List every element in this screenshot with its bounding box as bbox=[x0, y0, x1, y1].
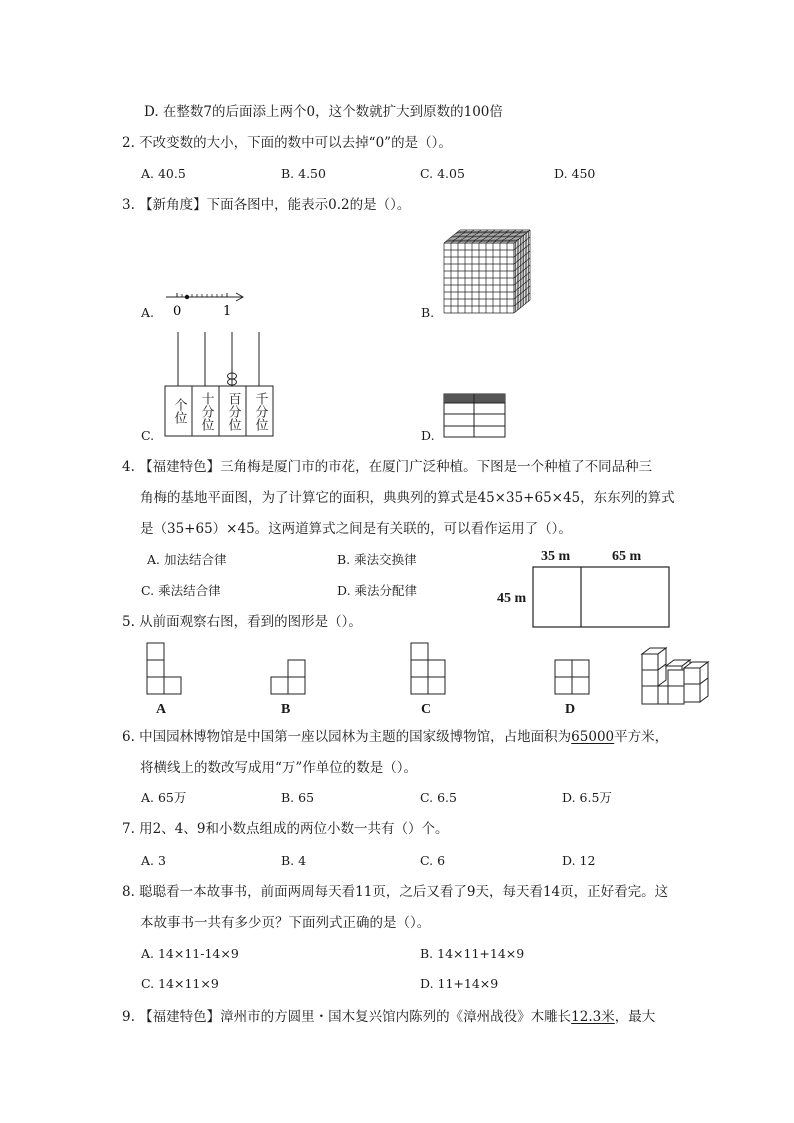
q6-line2: 将横线上的数改写成用“万”作单位的数是（）。 bbox=[140, 760, 418, 776]
q3-label-a[interactable]: A. bbox=[141, 305, 155, 320]
q6-line1 bbox=[122, 731, 668, 745]
q3-stem: 3. 【新角度】下面各图中，能表示0.2的是（）。 bbox=[122, 197, 411, 213]
q4-option-b[interactable]: B. 乘法交换律 bbox=[337, 552, 417, 567]
q6-option-d[interactable]: D. 6.5万 bbox=[562, 790, 612, 805]
dim-label-height: 45 m bbox=[497, 591, 527, 606]
q8-line2: 本故事书一共有多少页？下面列式正确的是（）。 bbox=[140, 915, 431, 931]
q9-line1-text-b: ，最大 bbox=[614, 1009, 656, 1025]
tick-label-0: 0 bbox=[173, 304, 182, 319]
q3-label-b[interactable]: B. bbox=[421, 305, 435, 320]
q2-option-b[interactable]: B. 4.50 bbox=[281, 166, 326, 181]
view-option-a-figure bbox=[146, 642, 184, 696]
place-label-ones: 个位 bbox=[171, 398, 187, 424]
q3-label-c[interactable]: C. bbox=[141, 428, 155, 443]
q3-label-d[interactable]: D. bbox=[421, 428, 435, 443]
q6-option-b[interactable]: B. 65 bbox=[281, 790, 315, 805]
view-option-c-figure bbox=[410, 642, 448, 696]
q2-option-a[interactable]: A. 40.5 bbox=[141, 166, 186, 181]
q6-underlined-number: 65000 bbox=[571, 729, 615, 745]
q7-option-d[interactable]: D. 12 bbox=[562, 853, 596, 868]
q5-stem: 5. 从前面观察右图，看到的图形是（）。 bbox=[122, 614, 362, 630]
place-label-tenths: 十分位 bbox=[198, 391, 214, 431]
q2-option-d[interactable]: D. 450 bbox=[554, 166, 596, 181]
q6-line1-text-a: 6. 中国园林博物馆是中国第一座以园林为主题的国家级博物馆，占地面积为 bbox=[122, 729, 572, 745]
tick-label-1: 1 bbox=[223, 304, 232, 319]
q8-option-b[interactable]: B. 14×11+14×9 bbox=[420, 946, 525, 961]
q6-line1-text-b: 平方米， bbox=[614, 729, 669, 745]
dim-label-left-width: 35 m bbox=[541, 549, 571, 564]
isometric-cube-stack-figure bbox=[640, 646, 720, 708]
q6-option-a[interactable]: A. 65万 bbox=[141, 790, 187, 805]
place-label-thousandths: 千分位 bbox=[252, 391, 268, 431]
view-option-d-figure bbox=[554, 659, 592, 696]
q6-option-c[interactable]: C. 6.5 bbox=[420, 790, 457, 805]
q9-line1 bbox=[122, 1011, 655, 1025]
q7-option-a[interactable]: A. 3 bbox=[141, 853, 166, 868]
q7-option-c[interactable]: C. 6 bbox=[420, 853, 446, 868]
q4-line2: 角梅的基地平面图，为了计算它的面积，典典列的算式是45×35+65×45，东东列的算式 bbox=[140, 490, 675, 506]
dim-label-right-width: 65 m bbox=[612, 549, 642, 564]
q4-line1: 4. 【福建特色】三角梅是厦门市的市花，在厦门广泛种植。下图是一个种植了不同品种三 bbox=[122, 459, 653, 475]
view-label-c[interactable]: C bbox=[421, 702, 432, 717]
garden-plan-figure bbox=[532, 566, 672, 630]
thousand-cube-figure bbox=[440, 226, 536, 322]
q4-option-d[interactable]: D. 乘法分配律 bbox=[337, 583, 418, 598]
view-option-b-figure bbox=[270, 659, 308, 696]
place-label-hundredths: 百分位 bbox=[225, 391, 241, 431]
view-label-b[interactable]: B bbox=[281, 702, 291, 717]
q7-stem: 7. 用2、4、9和小数点组成的两位小数一共有（）个。 bbox=[122, 821, 449, 837]
q2-option-c[interactable]: C. 4.05 bbox=[420, 166, 465, 181]
view-label-a[interactable]: A bbox=[156, 702, 167, 717]
q9-line1-text-a: 9. 【福建特色】漳州市的方圆里・国木复兴馆内陈列的《漳州战役》木雕长 bbox=[122, 1009, 572, 1025]
q8-option-d[interactable]: D. 11+14×9 bbox=[420, 976, 499, 991]
q8-line1: 8. 聪聪看一本故事书，前面两周每天看11页，之后又看了9天，每天看14页，正好看完。这 bbox=[122, 884, 669, 900]
q4-option-a[interactable]: A. 加法结合律 bbox=[147, 552, 227, 567]
q4-line3: 是（35+65）×45。这两道算式之间是有关联的，可以看作运用了（）。 bbox=[140, 521, 572, 537]
q8-option-c[interactable]: C. 14×11×9 bbox=[141, 976, 219, 991]
q2-stem: 2. 不改变数的大小，下面的数中可以去掉“0”的是（）。 bbox=[122, 135, 452, 151]
q1-option-d: D. 在整数7的后面添上两个0，这个数就扩大到原数的100倍 bbox=[144, 104, 503, 120]
number-line-point bbox=[185, 295, 189, 299]
number-line-figure bbox=[160, 285, 250, 321]
partitioned-rectangle-figure bbox=[443, 393, 507, 439]
q7-option-b[interactable]: B. 4 bbox=[281, 853, 307, 868]
q8-option-a[interactable]: A. 14×11-14×9 bbox=[141, 946, 239, 961]
view-label-d[interactable]: D bbox=[565, 702, 576, 717]
q9-underlined-length: 12.3米 bbox=[571, 1009, 615, 1025]
q4-option-c[interactable]: C. 乘法结合律 bbox=[141, 583, 221, 598]
